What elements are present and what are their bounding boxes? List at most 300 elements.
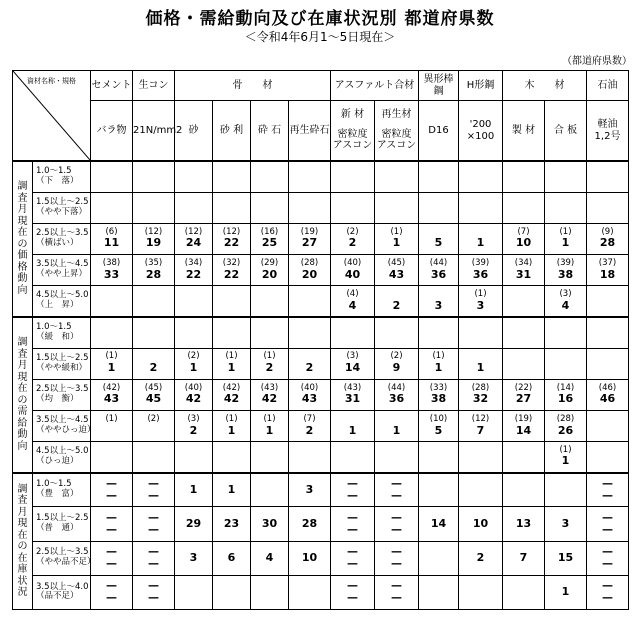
current-value: 15: [557, 550, 574, 564]
section-char: 現: [17, 518, 28, 530]
prior-value: (40): [184, 382, 203, 393]
current-value: [331, 175, 374, 188]
text-line: 1.0～1.5: [36, 479, 72, 490]
section-char: 向: [17, 284, 28, 296]
dash-mark: —: [106, 579, 117, 593]
data-cell: [503, 575, 545, 609]
text-line: 再生砕石: [289, 124, 330, 136]
data-cell: [419, 317, 459, 348]
column-header-4: [251, 101, 289, 161]
section-label-0: [13, 161, 33, 317]
data-cell: [459, 161, 503, 192]
data-cell: [375, 541, 419, 575]
prior-value: (3): [187, 413, 200, 424]
current-value: [459, 586, 502, 599]
current-value: 42: [261, 392, 278, 406]
current-value: [289, 206, 330, 219]
data-cell: [503, 473, 545, 507]
column-header-3: [213, 101, 251, 161]
current-value: [545, 331, 586, 344]
data-cell: [587, 255, 629, 286]
data-cell: [375, 473, 419, 507]
text-line: 3.5以上～4.5: [36, 415, 89, 426]
dash-mark: —: [148, 476, 159, 490]
data-cell: [503, 255, 545, 286]
prior-value: (22): [514, 382, 533, 393]
dash-mark: —: [106, 489, 117, 503]
text-line: （ややひっ迫）: [36, 424, 96, 435]
current-value: 10: [301, 550, 318, 564]
dash-mark: —: [602, 510, 613, 524]
data-cell: [545, 473, 587, 507]
data-cell: [251, 223, 289, 254]
data-cell: [331, 255, 375, 286]
current-value: [213, 206, 250, 219]
data-cell: [175, 223, 213, 254]
prior-value: (44): [387, 382, 406, 393]
current-value: [91, 425, 132, 438]
table-row: [13, 473, 629, 507]
table-row: [13, 442, 629, 473]
data-cell: [459, 507, 503, 541]
current-value: 2: [149, 361, 158, 375]
data-cell: [91, 541, 133, 575]
current-value: [175, 331, 212, 344]
data-cell: [375, 575, 419, 609]
data-cell: [251, 473, 289, 507]
data-cell: [213, 442, 251, 473]
data-cell: [375, 286, 419, 317]
prior-value: (1): [225, 351, 238, 362]
column-header-7: [375, 101, 419, 161]
current-value: 1: [561, 236, 570, 250]
data-cell: [375, 192, 419, 223]
data-cell: [133, 286, 175, 317]
text-line: （ひっ迫）: [36, 455, 79, 466]
text-line: D16: [428, 124, 449, 136]
current-value: 1: [392, 236, 401, 250]
section-char: 庫: [17, 564, 28, 576]
prior-value: (3): [559, 288, 572, 299]
prior-value: (1): [559, 226, 572, 237]
current-value: 1: [265, 423, 274, 437]
category-header-4: 異形棒鋼: [419, 71, 459, 101]
data-cell: [289, 473, 331, 507]
prior-value: (32): [222, 257, 241, 268]
data-cell: [545, 541, 587, 575]
current-value: 4: [348, 298, 357, 312]
current-value: 1: [227, 482, 236, 496]
current-value: 24: [185, 236, 202, 250]
category-header-0: セメント: [91, 71, 133, 101]
prior-value: (28): [556, 413, 575, 424]
current-value: 1: [561, 454, 570, 468]
data-cell: [587, 473, 629, 507]
data-cell: [175, 507, 213, 541]
current-value: 38: [557, 267, 574, 281]
data-cell: [175, 161, 213, 192]
dash-mark: —: [602, 489, 613, 503]
section-label-2: [13, 473, 33, 610]
text-line: 砕 石: [257, 124, 282, 136]
current-value: [251, 206, 288, 219]
data-cell: [175, 317, 213, 348]
current-value: [587, 425, 628, 438]
header-row-categories: [13, 71, 629, 101]
data-cell: [251, 317, 289, 348]
current-value: 14: [430, 516, 447, 530]
current-value: 7: [476, 423, 485, 437]
current-value: [587, 300, 628, 313]
data-cell: [459, 410, 503, 441]
prior-value: (46): [598, 382, 617, 393]
data-cell: [545, 317, 587, 348]
current-value: 16: [557, 392, 574, 406]
table-row: [13, 161, 629, 192]
data-cell: [91, 348, 133, 379]
current-value: 1: [227, 361, 236, 375]
page-title: 価格・需給動向及び在庫状況別 都道府県数: [145, 9, 495, 29]
text-line: 製 材: [511, 124, 536, 136]
current-value: [133, 300, 174, 313]
data-cell: [289, 286, 331, 317]
text-line: 砂: [188, 124, 199, 136]
current-value: [419, 175, 458, 188]
current-value: [587, 175, 628, 188]
data-cell: [545, 161, 587, 192]
dash-mark: —: [347, 591, 358, 605]
current-value: [251, 455, 288, 468]
data-cell: [91, 442, 133, 473]
text-line: 密粒度: [337, 128, 368, 140]
section-char: 月: [17, 204, 28, 216]
current-value: [459, 455, 502, 468]
dash-mark: —: [347, 557, 358, 571]
current-value: 1: [189, 361, 198, 375]
current-value: [375, 206, 418, 219]
data-cell: [289, 161, 331, 192]
current-value: 1: [348, 423, 357, 437]
section-char: 現: [17, 215, 28, 227]
current-value: 22: [185, 267, 202, 281]
current-value: [91, 206, 132, 219]
data-cell: [175, 473, 213, 507]
dash-mark: —: [602, 591, 613, 605]
dash-mark: —: [347, 510, 358, 524]
text-line: 合 板: [553, 124, 578, 136]
data-cell: [289, 255, 331, 286]
current-value: [289, 586, 330, 599]
category-header-7: 石油: [587, 71, 629, 101]
text-line: 4.5以上～5.0: [36, 446, 89, 457]
current-value: 3: [305, 482, 314, 496]
current-value: [213, 455, 250, 468]
current-value: 10: [515, 236, 532, 250]
current-value: [251, 175, 288, 188]
prior-value: (1): [225, 413, 238, 424]
prior-value: (6): [105, 226, 118, 237]
data-cell: [587, 507, 629, 541]
data-cell: [175, 379, 213, 410]
category-header-3: アスファルト合材: [331, 71, 419, 101]
data-cell: [419, 575, 459, 609]
row-label: [33, 223, 91, 254]
current-value: 3: [434, 298, 443, 312]
current-value: 14: [515, 423, 532, 437]
dash-mark: —: [602, 476, 613, 490]
current-value: [251, 300, 288, 313]
data-cell: [375, 348, 419, 379]
data-cell: [213, 348, 251, 379]
current-value: 9: [392, 361, 401, 375]
current-value: [545, 175, 586, 188]
prior-value: (28): [471, 382, 490, 393]
column-header-11: [545, 101, 587, 161]
data-cell: [251, 379, 289, 410]
dash-mark: —: [106, 545, 117, 559]
current-value: [175, 455, 212, 468]
text-line: バラ物: [96, 124, 127, 136]
prior-value: (7): [517, 226, 530, 237]
data-cell: [419, 223, 459, 254]
data-cell: [251, 507, 289, 541]
current-value: 29: [185, 516, 202, 530]
dash-mark: —: [391, 557, 402, 571]
text-line: （やや下落）: [36, 206, 88, 217]
current-value: 2: [476, 550, 485, 564]
text-line: （普 通）: [36, 522, 79, 533]
data-cell: [545, 575, 587, 609]
data-cell: [289, 223, 331, 254]
section-char: 給: [17, 417, 28, 429]
current-value: 14: [344, 361, 361, 375]
current-value: [545, 362, 586, 375]
prior-value: (1): [559, 444, 572, 455]
data-cell: [133, 442, 175, 473]
data-cell: [289, 348, 331, 379]
current-value: [459, 175, 502, 188]
prior-value: (1): [390, 226, 403, 237]
data-cell: [175, 192, 213, 223]
section-char: 動: [17, 273, 28, 285]
row-label: [33, 575, 91, 609]
row-label: [33, 379, 91, 410]
data-cell: [331, 410, 375, 441]
current-value: 1: [227, 423, 236, 437]
current-value: 1: [392, 423, 401, 437]
current-value: 46: [599, 392, 616, 406]
data-cell: [459, 192, 503, 223]
column-top-label: 再生材: [381, 109, 412, 121]
text-line: （緩 和）: [36, 331, 79, 342]
data-cell: [133, 348, 175, 379]
data-cell: [91, 223, 133, 254]
prior-value: (7): [303, 413, 316, 424]
text-line: アスコン: [332, 140, 373, 152]
current-value: [91, 455, 132, 468]
prior-value: (40): [300, 382, 319, 393]
text-line: （やや上昇）: [36, 269, 88, 280]
table-row: [13, 317, 629, 348]
prior-value: (12): [184, 226, 203, 237]
dash-mark: —: [391, 522, 402, 536]
current-value: 26: [557, 423, 574, 437]
data-cell: [213, 161, 251, 192]
prior-value: (1): [432, 351, 445, 362]
dash-mark: —: [602, 522, 613, 536]
prior-value: (1): [263, 413, 276, 424]
dash-mark: —: [391, 476, 402, 490]
data-cell: [545, 286, 587, 317]
data-cell: [133, 192, 175, 223]
current-value: 2: [392, 298, 401, 312]
data-cell: [133, 379, 175, 410]
prior-value: (43): [343, 382, 362, 393]
data-cell: [419, 410, 459, 441]
table-row: [13, 255, 629, 286]
current-value: [213, 300, 250, 313]
text-line: 密粒度: [381, 128, 412, 140]
prior-value: (2): [346, 226, 359, 237]
data-cell: [419, 507, 459, 541]
current-value: 43: [301, 392, 318, 406]
current-value: 2: [348, 236, 357, 250]
column-header-0: [91, 101, 133, 161]
section-char: 在: [17, 552, 28, 564]
current-value: 2: [305, 423, 314, 437]
survey-table: [12, 70, 629, 610]
dash-mark: —: [602, 557, 613, 571]
data-cell: [91, 507, 133, 541]
current-value: [133, 206, 174, 219]
current-value: [289, 300, 330, 313]
data-cell: [331, 161, 375, 192]
data-cell: [503, 317, 545, 348]
dash-mark: —: [148, 579, 159, 593]
text-line: （上 昇）: [36, 300, 79, 310]
dash-mark: —: [391, 545, 402, 559]
current-value: [419, 455, 458, 468]
data-cell: [331, 379, 375, 410]
data-cell: [133, 575, 175, 609]
data-cell: [91, 575, 133, 609]
section-char: 調: [17, 181, 28, 193]
dash-mark: —: [391, 510, 402, 524]
data-cell: [133, 223, 175, 254]
text-line: 2.5以上～3.5: [36, 384, 89, 394]
dash-mark: —: [148, 545, 159, 559]
prior-value: (9): [601, 226, 614, 237]
data-cell: [213, 410, 251, 441]
current-value: [213, 175, 250, 188]
current-value: 2: [189, 423, 198, 437]
current-value: 28: [599, 236, 616, 250]
current-value: [503, 362, 544, 375]
current-value: [175, 206, 212, 219]
prior-value: (45): [387, 257, 406, 268]
prior-value: (19): [300, 226, 319, 237]
section-char: 月: [17, 506, 28, 518]
data-cell: [289, 317, 331, 348]
table-row: [13, 575, 629, 609]
current-value: 20: [301, 267, 318, 281]
prior-value: (1): [263, 351, 276, 362]
data-cell: [503, 348, 545, 379]
data-cell: [91, 192, 133, 223]
prior-value: (1): [474, 288, 487, 299]
data-cell: [375, 255, 419, 286]
text-line: 1.5以上～2.5: [36, 513, 89, 524]
section-char: 格: [17, 261, 28, 273]
current-value: 10: [472, 516, 489, 530]
text-line: 1.5以上～2.5: [36, 352, 89, 363]
current-value: 36: [388, 392, 405, 406]
current-value: 4: [265, 550, 274, 564]
data-cell: [175, 442, 213, 473]
section-char: 月: [17, 360, 28, 372]
data-cell: [419, 379, 459, 410]
prior-value: (28): [300, 257, 319, 268]
current-value: [587, 206, 628, 219]
data-cell: [91, 473, 133, 507]
prior-value: (42): [222, 382, 241, 393]
current-value: [133, 175, 174, 188]
data-cell: [213, 473, 251, 507]
data-cell: [419, 255, 459, 286]
data-cell: [587, 442, 629, 473]
dash-mark: —: [106, 591, 117, 605]
column-header-12: [587, 101, 629, 161]
data-cell: [459, 442, 503, 473]
text-line: （やや緩和）: [36, 362, 88, 373]
current-value: [503, 586, 544, 599]
prior-value: (1): [105, 351, 118, 362]
data-cell: [375, 161, 419, 192]
section-char: 調: [17, 337, 28, 349]
data-cell: [545, 507, 587, 541]
text-line: 21N/mm2: [133, 124, 183, 136]
current-value: 45: [145, 392, 162, 406]
page-subtitle: ＜令和4年6月1～5日現在＞: [244, 30, 396, 44]
data-cell: [545, 442, 587, 473]
row-label: [33, 410, 96, 441]
data-cell: [251, 410, 289, 441]
prior-value: (37): [598, 257, 617, 268]
data-cell: [459, 286, 503, 317]
data-cell: [175, 255, 213, 286]
current-value: 1: [476, 236, 485, 250]
current-value: [331, 206, 374, 219]
data-cell: [503, 379, 545, 410]
data-cell: [459, 223, 503, 254]
data-cell: [459, 379, 503, 410]
data-cell: [331, 473, 375, 507]
current-value: 1: [189, 482, 198, 496]
current-value: 5: [434, 236, 443, 250]
section-char: の: [17, 541, 28, 553]
data-cell: [331, 507, 375, 541]
section-char: 向: [17, 440, 28, 452]
data-cell: [133, 541, 175, 575]
dash-mark: —: [106, 522, 117, 536]
prior-value: (12): [471, 413, 490, 424]
data-cell: [375, 410, 419, 441]
prior-value: (14): [556, 382, 575, 393]
current-value: [375, 331, 418, 344]
data-cell: [419, 192, 459, 223]
data-cell: [545, 379, 587, 410]
current-value: [91, 300, 132, 313]
